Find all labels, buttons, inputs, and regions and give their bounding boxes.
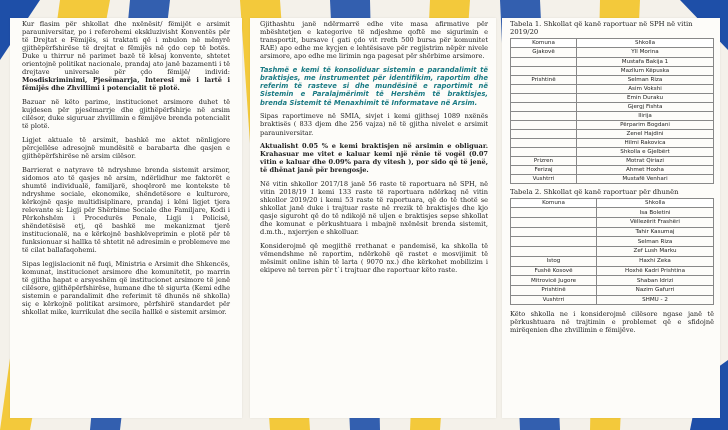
highlight-paragraph: Tashmë e kemi të konsoliduar sistemin e parandalimit të braktisjes, me instrumentet për identifikim, raportim dhe referim të rasteve si dhe mundësinë e raportimit në Sistemin e Paralajmërimit të Hershëm të braktisjes, brenda Sistemit të Menaxhimit të Informatave në Arsim. — [260, 65, 488, 107]
table-row — [511, 295, 714, 305]
school-cell: Zenel Hajdini — [577, 129, 714, 138]
school-cell: Mustafë Venhari — [577, 175, 714, 184]
school-cell: Ilirija — [577, 111, 714, 120]
table-row — [511, 75, 714, 84]
municipality-cell — [511, 237, 597, 247]
table-row — [511, 111, 714, 120]
column-middle — [260, 20, 488, 280]
table-row — [511, 120, 714, 129]
table-row — [511, 208, 714, 218]
municipality-cell — [511, 247, 597, 257]
table-row — [511, 66, 714, 75]
table-row — [511, 218, 714, 228]
column-left — [22, 20, 230, 322]
school-cell: Hoxhë Kadri Prishtina — [597, 266, 714, 276]
table-row — [511, 102, 714, 111]
municipality-cell — [511, 147, 577, 156]
school-cell: Hilmi Rakovica — [577, 138, 714, 147]
table-row — [511, 256, 714, 266]
municipality-cell — [511, 227, 597, 237]
municipality-cell — [511, 57, 577, 66]
municipality-cell: Mitrovicë Jugore — [511, 276, 597, 286]
table-header: Shkolla — [577, 39, 714, 48]
paragraph: Sipas raportimeve në SMIA, sivjet i kemi gjithsej 1089 nxënës braktisës ( 833 djem dhe 256 vajza) në të gjitha nivelet e arsimit parauniversitar. — [260, 112, 488, 137]
school-cell: Gjergj Fishta — [577, 102, 714, 111]
table1-caption: Tabela 1. Shkollat që kanë raportuar në SPH në vitin 2019/20 — [510, 20, 693, 37]
paragraph: Ligjet aktuale të arsimit, bashkë me aktet nënligjore përcjellëse adresojnë mundësitë e barabarta dhe qasjen e gjithëpërfshirëse në arsim cilësor. — [22, 135, 230, 160]
paragraph: Në vitin shkollor 2017/18 janë 56 raste të raportuara në SPH, në vitin 2018/19 I kemi 133 raste të raportuara ndërkaq në vitin shkollor 2019/20 i kemi 53 raste të raportuara, që do të thotë se shkollat janë duke i trajtuar raste në rrezik të braktisjes dhe kjo qasje siguroht që do të ndikojë në uljen e braktisjes sepse shkollat dhe komunat e përkushtuara i mbajnë nxënësit brenda sistemit, d.m.th., nxjerrjen e shkolluar. — [260, 179, 488, 237]
school-cell: Asim Vokshi — [577, 84, 714, 93]
table-row — [511, 285, 714, 295]
table-row — [511, 48, 714, 57]
statistic-paragraph: Aktualisht 0.05 % e kemi braktisjen në arsimin e obliguar. Krahasuar me vitet e kaluar kemi një rënie të vogël (0.07 vitin e kaluar dhe 0.09% para dy vitesh ), por sido që të jenë, të dhënat janë për brengosje. — [260, 142, 488, 175]
school-cell: Haxhi Zeka — [597, 256, 714, 266]
school-cell: Mustafa Bakija 1 — [577, 57, 714, 66]
table-row — [511, 266, 714, 276]
table-row — [511, 166, 714, 175]
table-row — [511, 129, 714, 138]
table2-caption: Tabela 2. Shkollat që kanë raportuar për dhunën — [510, 188, 679, 197]
school-cell: Ahmet Hoxha — [577, 166, 714, 175]
municipality-cell — [511, 120, 577, 129]
municipality-cell: Ferizaj — [511, 166, 577, 175]
table-header: Komuna — [511, 199, 597, 208]
table-row — [511, 237, 714, 247]
school-cell: Selman Riza — [597, 237, 714, 247]
municipality-cell — [511, 129, 577, 138]
municipality-cell — [511, 138, 577, 147]
table-row — [511, 276, 714, 286]
table-row — [511, 247, 714, 257]
table-row — [511, 227, 714, 237]
school-cell: Tahir Kasumaj — [597, 227, 714, 237]
municipality-cell: Vushtrri — [511, 175, 577, 184]
school-cell: Selman Riza — [577, 75, 714, 84]
municipality-cell: Prishtinë — [511, 285, 597, 295]
column-right — [510, 20, 714, 340]
table-row — [511, 84, 714, 93]
municipality-cell: Prishtinë — [511, 75, 577, 84]
school-cell: Motrat Qiriazi — [577, 157, 714, 166]
municipality-cell: Gjakovë — [511, 48, 577, 57]
school-cell: SHMU - 2 — [597, 295, 714, 305]
school-cell: Shaban Idrizi — [597, 276, 714, 286]
table-sph-schools — [510, 38, 714, 184]
table-row — [511, 138, 714, 147]
closing-paragraph: Këto shkolla ne i konsiderojmë cilësore ngase janë të përkushtuara në trajtimin e problemet që e sfidojnë mirëqenien dhe zhvillimin e fëmijëve. — [510, 310, 714, 335]
school-cell: Mazllum Këpuska — [577, 66, 714, 75]
table-row — [511, 157, 714, 166]
school-cell: Nazim Gafurri — [597, 285, 714, 295]
municipality-cell — [511, 111, 577, 120]
municipality-cell — [511, 84, 577, 93]
municipality-cell — [511, 208, 597, 218]
table-header: Shkolla — [597, 199, 714, 208]
table-violence-schools — [510, 198, 714, 305]
paragraph: Gjithashtu janë ndërmarrë edhe vite masa afirmative për mbështetjen e kategorive të ndjeshme qoftë me sigurimin e transportit, bursave ( gati çdo vit rreth 500 bursa për komunitet RAE) apo edhe me kyçjen e lehtësisave për regjistrim nëpër nivele arsimore, apo edhe me lirimin nga pagesat për shërbime arsimore. — [260, 20, 488, 61]
school-cell: Emin Duraku — [577, 93, 714, 102]
school-cell: Vëllezërit Frashëri — [597, 218, 714, 228]
municipality-cell: Vushtrri — [511, 295, 597, 305]
paragraph: Sipas legjislacionit në fuqi, Ministria e Arsimit dhe Shkencës, komunat, institucionet arsimore dhe komunitetit, po marrin të gjitha hapat e arsyeshëm që institucionet arsimore të jenë cilësore, gjithëpërfshirëse, humane dhe të sigurta (Kemi edhe sistemin e parandalimit dhe referimit të dhunës në shkolla) siç e kërkojnë politikat arsimore, përfshirë standardet për shkollat mike, kurrikulat dhe secila hallkë e sistemit arsimor. — [22, 259, 230, 316]
principles-text: Mosdiskriminimi, Pjesëmarrja, Interesi më i lartë i fëmijës dhe Zhvillimi i potencialit të plotë. — [22, 76, 230, 93]
school-cell: Isa Boletini — [597, 208, 714, 218]
school-cell: Yll Morina — [577, 48, 714, 57]
table-row — [511, 147, 714, 156]
school-cell: Shkolla e Gjelbërt — [577, 147, 714, 156]
paragraph: Bazuar në këto parime, institucionet arsimore duhet të kujdesen për pjesëmarrje dhe gjithëpërfshirje në arsim cilësor, duke siguruar zhvillimin e fëmijëve brenda potencialit të plotë. — [22, 98, 230, 131]
municipality-cell — [511, 93, 577, 102]
municipality-cell — [511, 66, 577, 75]
municipality-cell: Istog — [511, 256, 597, 266]
table-row — [511, 175, 714, 184]
municipality-cell — [511, 102, 577, 111]
school-cell: Përparim Bogdani — [577, 120, 714, 129]
table-row — [511, 93, 714, 102]
paragraph: Konsiderojmë që megjithë rrethanat e pandemisë, ka shkolla të vëmendshme në raportim, ndërkohë që rastet e mosvijimit të mësimit online ishin të larta ( 9070 nx.) dhe kërkohet mobilizim i ekipeve në terren për t`i trajtuar dhe raportuar këto raste. — [260, 241, 488, 275]
municipality-cell: Prizren — [511, 157, 577, 166]
paragraph: Kur flasim për shkollat dhe nxënësit/ fëmijët e arsimit parauniversitar, po i referohemi ekskluzivisht Konventës për të Drejtat e Fëmijës, si traktati që i mbulon në mënyrë gjithëpërfshirëse të drejtat e fëmijës në çdo cep të botës. Duke u thirrur në parimet bazë të kësaj konvente, shtetet orientojnë politikat nacionale, prandaj ato janë bazamenti i të drejtave universale për çdo fëmijë/ individ: Mosdiskriminimi, Pjesëmarrja, Interesi më i lartë i fëmijës dhe Zhvillimi i potencialit të plotë. — [22, 20, 230, 93]
municipality-cell — [511, 218, 597, 228]
municipality-cell: Fushë Kosovë — [511, 266, 597, 276]
table-row — [511, 57, 714, 66]
table-header: Komuna — [511, 39, 577, 48]
school-cell: Zef Lush Marku — [597, 247, 714, 257]
paragraph: Barrierat e natyrave të ndryshme brenda sistemit arsimor, sidomos ato të qasjes në arsim, ndërlidhur me faktorët e shumtë individualë, familjarë, shoqërorë me kontekste të ndryshme sociale, ekonomike, shëndetësore e kulturore, kërkojnë qasje multidisiplinare, prandaj i këni ligjet tjera relevante si: Ligji për Shërbime Sociale dhe Familjare, Kodi i Përkohshëm i Procedurës Penale, Ligji i Policisë, shëndetësisë etj, që bashkë me mekanizmat tjerë institucionalë, na e kërkojnë bashkëveprimin e plotë për të funksionuar si hallka të shtetit në adresimin e problemeve me të cilat ballafaqohemi. — [22, 165, 230, 254]
